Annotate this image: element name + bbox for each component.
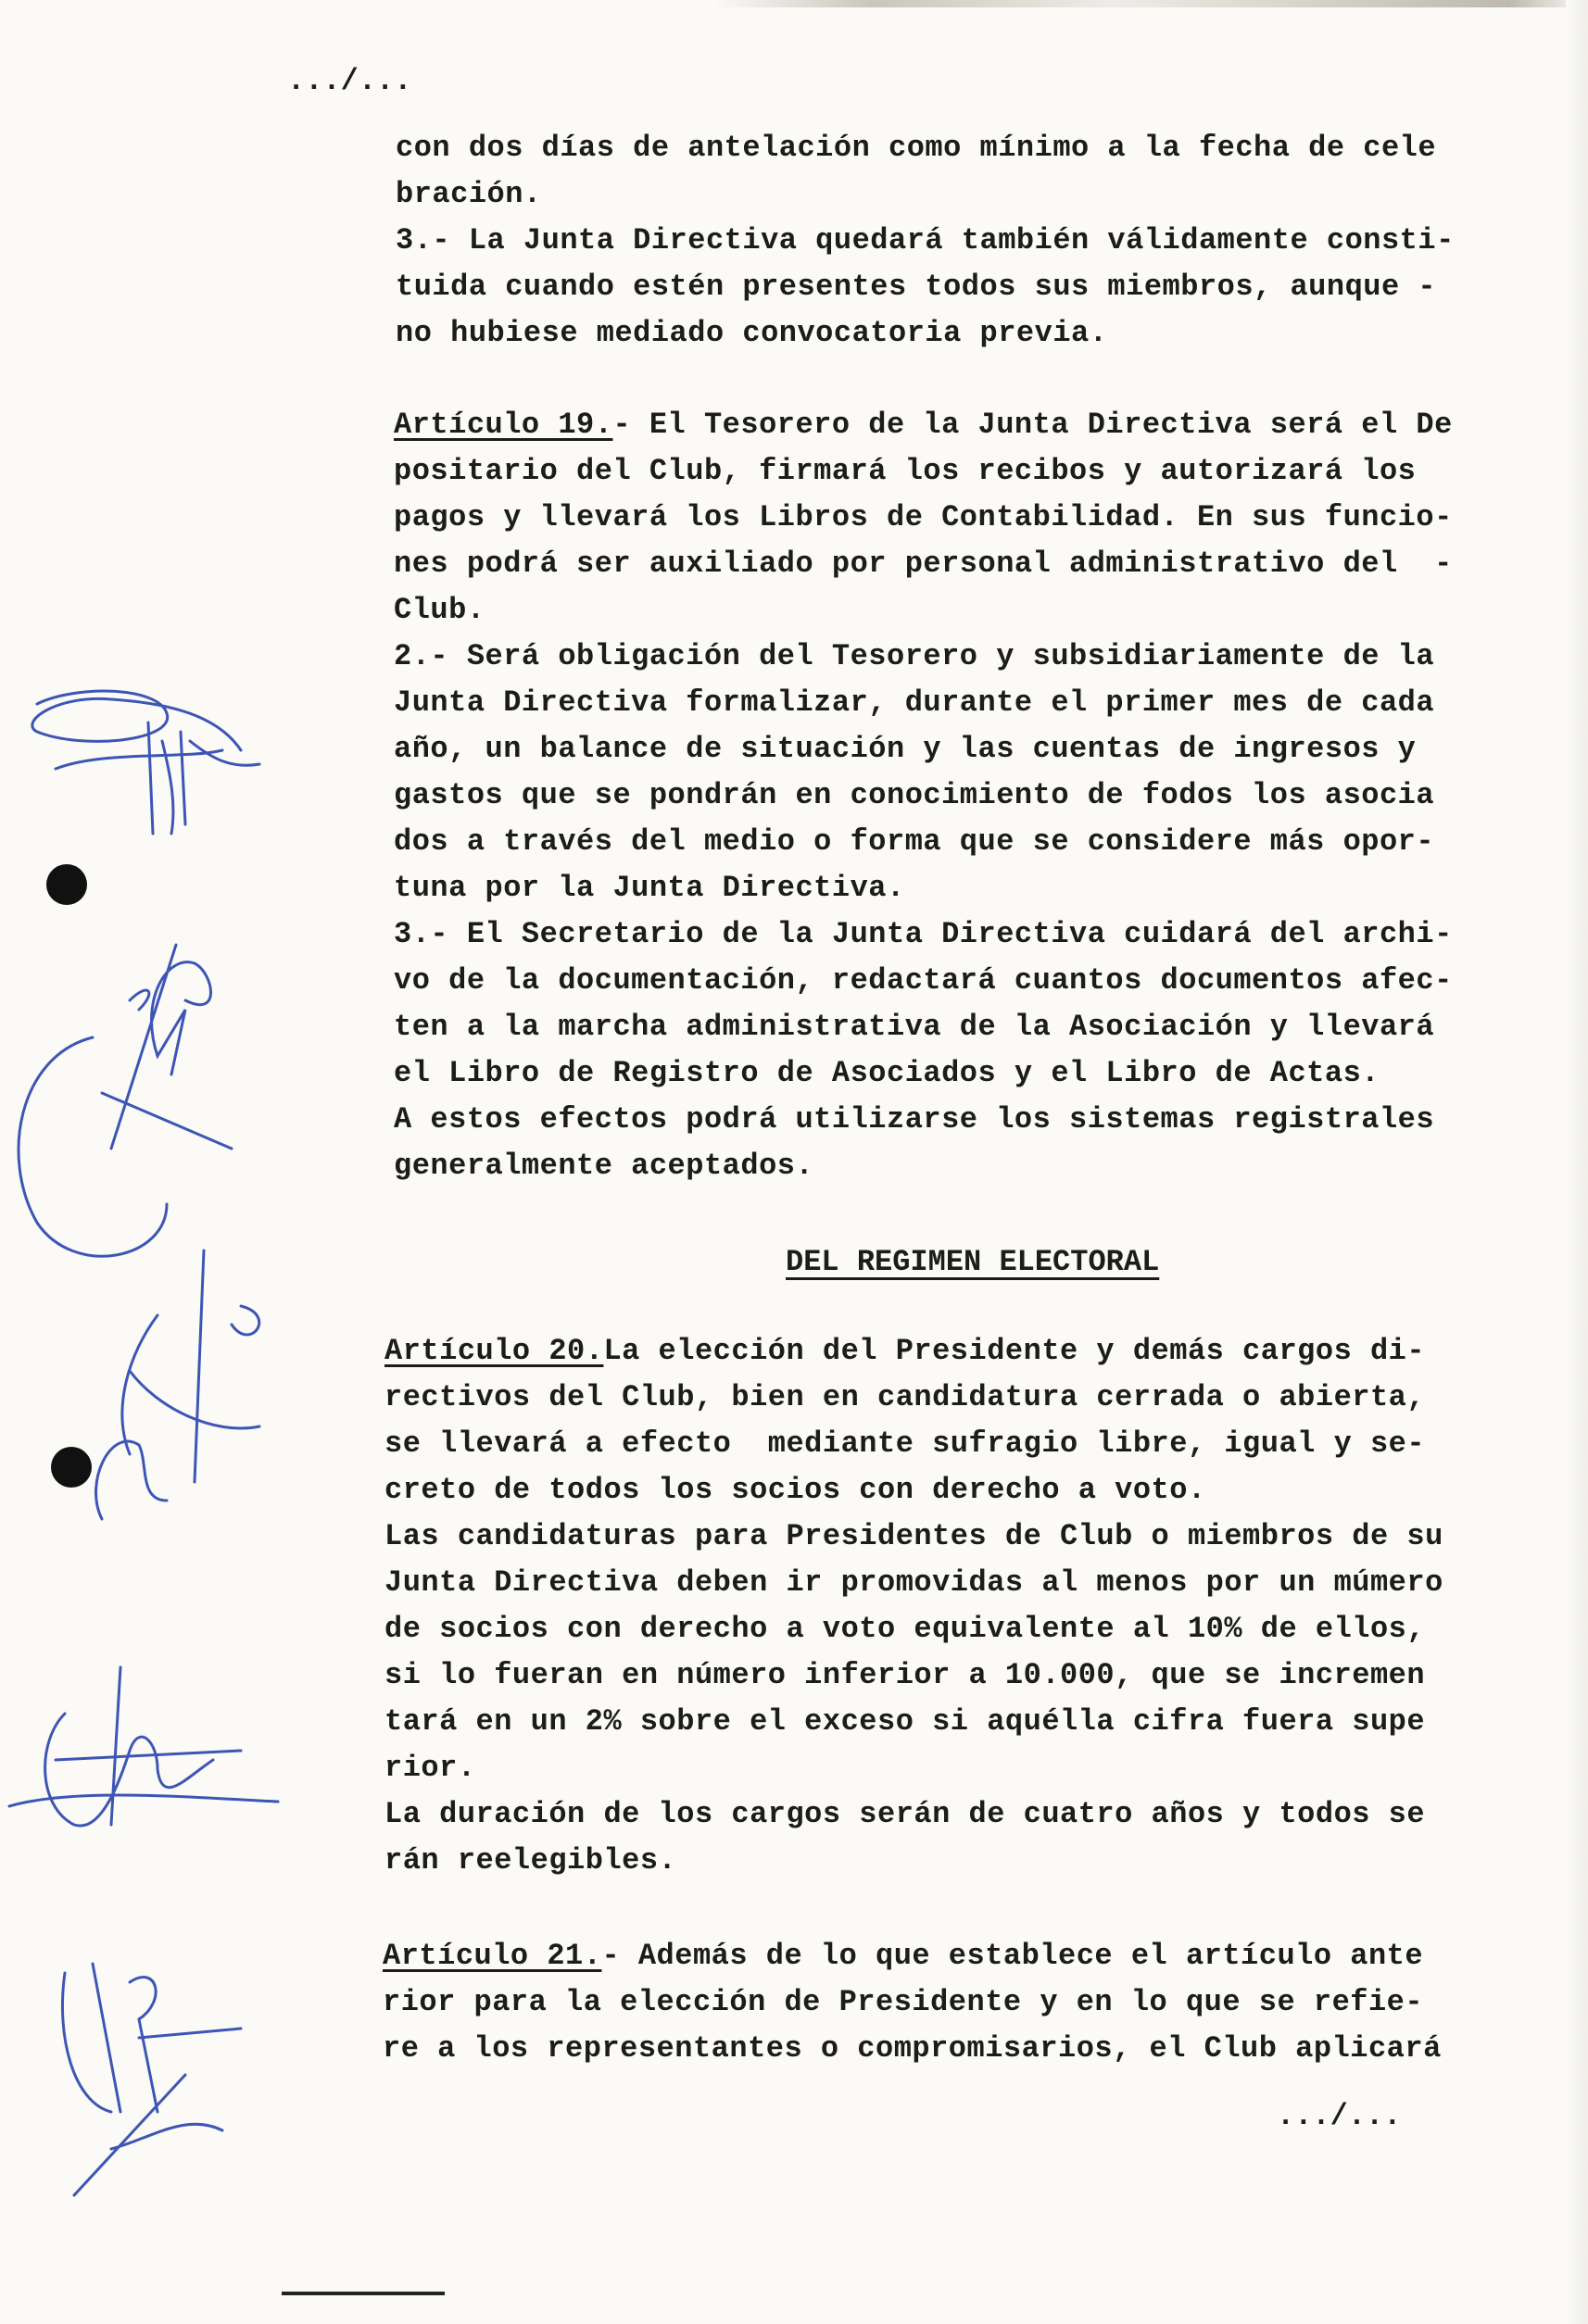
text-line: Club. — [394, 593, 485, 627]
text-line: no hubiese mediado convocatoria previa. — [396, 316, 1108, 350]
text-line: La duración de los cargos serán de cuatro años y todos se — [384, 1797, 1426, 1831]
article-20-first-line — [384, 1328, 1443, 1375]
text-line: tará en un 2% sobre el exceso si aquélla cifra fuera supe — [384, 1704, 1426, 1739]
article-19-first-text: - El Tesorero de la Junta Directiva será el De — [612, 408, 1453, 442]
text-line: 3.- La Junta Directiva quedará también válidamente consti- — [396, 223, 1455, 258]
section-heading: DEL REGIMEN ELECTORAL — [786, 1245, 1160, 1279]
article-21-label: Artículo 21. — [383, 1939, 602, 1973]
signature-2 — [19, 945, 232, 1256]
text-line: tuida cuando estén presentes todos sus miembros, aunque - — [396, 270, 1437, 304]
article-21-lines — [383, 1979, 1442, 2072]
signature-1 — [32, 691, 259, 834]
text-line: vo de la documentación, redactará cuantos documentos afec- — [394, 963, 1453, 998]
text-line: se llevará a efecto mediante sufragio libre, igual y se- — [384, 1426, 1426, 1461]
text-line: bración. — [396, 177, 542, 211]
text-line: ten a la marcha administrativa de la Asociación y llevará — [394, 1010, 1435, 1044]
text-line: de socios con derecho a voto equivalente al 10% de ellos, — [384, 1612, 1426, 1646]
text-line: 2.- Será obligación del Tesorero y subsidiariamente de la — [394, 639, 1435, 673]
text-line: con dos días de antelación como mínimo a la fecha de cele — [396, 131, 1437, 165]
article-20 — [384, 1328, 1443, 1884]
bottom-rule — [282, 2292, 445, 2295]
article-19-label: Artículo 19. — [394, 408, 613, 442]
article-19 — [394, 402, 1453, 1189]
text-line: positario del Club, firmará los recibos y autorizará los — [394, 454, 1417, 488]
text-line: generalmente aceptados. — [394, 1149, 814, 1183]
text-line: pagos y llevará los Libros de Contabilidad. En sus funcio- — [394, 500, 1453, 534]
text-line: rior. — [384, 1751, 476, 1785]
scan-top-edge — [0, 0, 1588, 7]
text-line: nes podrá ser auxiliado por personal administrativo del - — [394, 546, 1453, 581]
text-line: Las candidaturas para Presidentes de Club o miembros de su — [384, 1519, 1443, 1553]
text-line: el Libro de Registro de Asociados y el Libro de Actas. — [394, 1056, 1380, 1090]
article-21 — [383, 1933, 1442, 2072]
text-line: Junta Directiva deben ir promovidas al menos por un múmero — [384, 1565, 1443, 1600]
signature-4 — [9, 1667, 278, 1826]
signature-3 — [96, 1250, 259, 1519]
text-line: A estos efectos podrá utilizarse los sistemas registrales — [394, 1102, 1435, 1137]
article-20-first-text: La elección del Presidente y demás cargos di- — [603, 1334, 1426, 1368]
text-line: 3.- El Secretario de la Junta Directiva cuidará del archi- — [394, 917, 1453, 951]
article-21-first-line — [383, 1933, 1442, 1979]
text-line: rán reelegibles. — [384, 1843, 677, 1878]
text-line: rior para la elección de Presidente y en lo que se refie- — [383, 1985, 1424, 2019]
article-20-label: Artículo 20. — [384, 1334, 604, 1368]
scan-right-edge — [1566, 0, 1588, 2324]
signature-5 — [62, 1964, 241, 2195]
article-19-lines — [394, 448, 1453, 1189]
article-19-first-line — [394, 402, 1453, 448]
continuation-mark-top: .../... — [287, 64, 412, 98]
text-line: año, un balance de situación y las cuentas de ingresos y — [394, 732, 1417, 766]
text-line: si lo fueran en número inferior a 10.000, que se incremen — [384, 1658, 1426, 1692]
text-line: creto de todos los socios con derecho a voto. — [384, 1473, 1206, 1507]
text-line: gastos que se pondrán en conocimiento de fodos los asocia — [394, 778, 1435, 812]
article-21-first-text: - Además de lo que establece el artículo ante — [601, 1939, 1424, 1973]
text-line: rectivos del Club, bien en candidatura cerrada o abierta, — [384, 1380, 1426, 1414]
text-line: re a los representantes o compromisarios, el Club aplicará — [383, 2031, 1442, 2066]
article-18-continuation — [396, 125, 1455, 357]
margin-signatures — [0, 667, 296, 2242]
continuation-mark-bottom: .../... — [1277, 2099, 1402, 2133]
text-line: tuna por la Junta Directiva. — [394, 871, 905, 905]
article-20-lines — [384, 1375, 1443, 1884]
text-line: Junta Directiva formalizar, durante el primer mes de cada — [394, 685, 1435, 720]
text-line: dos a través del medio o forma que se considere más opor- — [394, 824, 1435, 859]
